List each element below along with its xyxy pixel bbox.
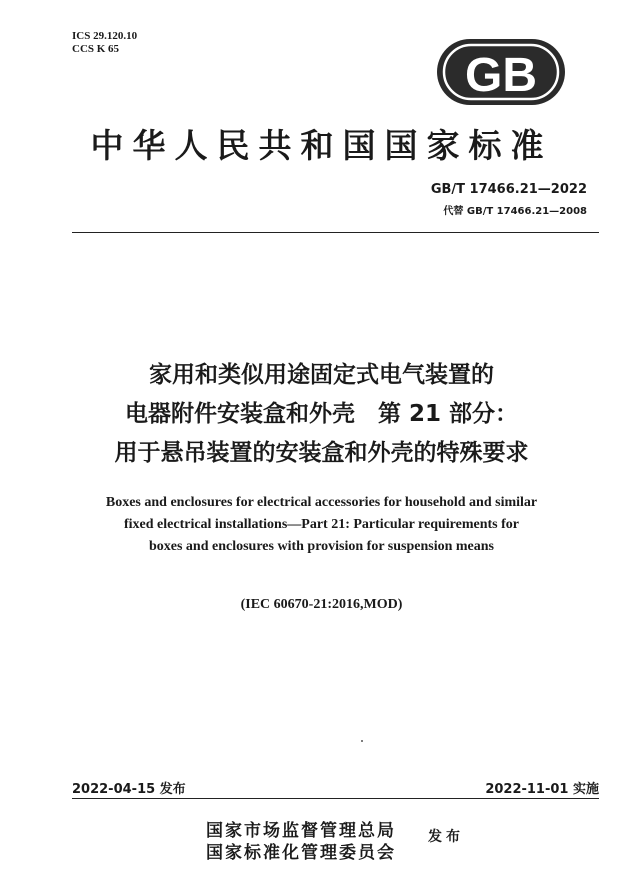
replaces-note: 代替 GB/T 17466.21—2008 — [443, 206, 587, 217]
print-speck — [361, 740, 363, 742]
classification-codes — [72, 30, 137, 56]
implementation-date: 2022-11-01 实施 — [485, 782, 599, 797]
title-cn-line-3: 用于悬吊装置的安装盒和外壳的特殊要求 — [114, 440, 529, 466]
header-divider — [72, 232, 599, 233]
ccs-code: CCS K 65 — [72, 43, 120, 55]
issuer-sac: 国家标准化管理委员会 — [206, 843, 396, 863]
title-en-line-3: boxes and enclosures with provision for suspension means — [148, 539, 495, 554]
logo-text: GB — [465, 49, 537, 102]
ics-code: ICS 29.120.10 — [72, 30, 138, 42]
title-cn-line-1: 家用和类似用途固定式电气装置的 — [149, 362, 494, 388]
title-en-line-2: fixed electrical installations—Part 21: Particular requirements for — [123, 517, 520, 532]
gb-logo — [436, 38, 566, 106]
title-en-line-1: Boxes and enclosures for electrical accessories for household and similar — [105, 495, 538, 510]
footer-divider — [72, 798, 599, 799]
publish-label: 发布 — [428, 829, 464, 845]
standard-number: GB/T 17466.21—2022 — [430, 182, 587, 197]
issuer-samr: 国家市场监督管理总局 — [206, 821, 396, 841]
national-standard-heading: 中华人民共和国国家标准 — [90, 126, 553, 165]
issue-date: 2022-04-15 发布 — [72, 782, 186, 797]
title-cn-line-2: 电器附件安装盒和外壳 第 21 部分： — [124, 401, 519, 427]
iec-reference: (IEC 60670-21:2016,MOD) — [240, 597, 403, 612]
